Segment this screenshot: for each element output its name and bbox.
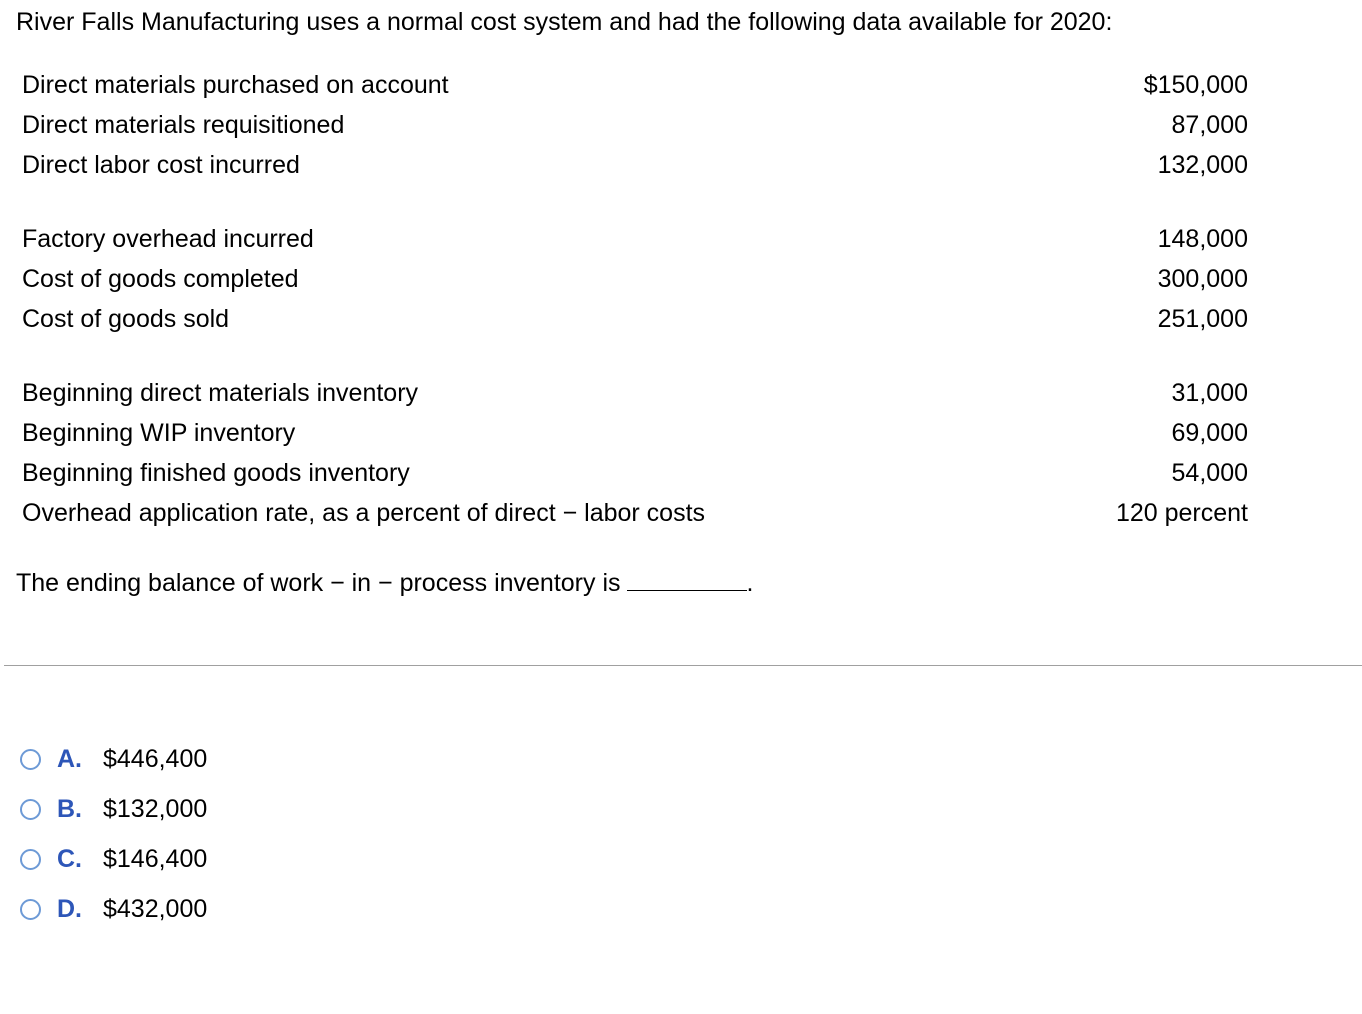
data-value: $150,000 <box>1143 70 1248 99</box>
data-value: 69,000 <box>1171 418 1248 447</box>
data-label: Beginning direct materials inventory <box>22 378 419 407</box>
data-row <box>22 105 1248 145</box>
data-row <box>22 373 1248 413</box>
data-group-inventory <box>22 373 1248 533</box>
answer-options <box>20 734 207 934</box>
radio-icon[interactable] <box>20 899 41 920</box>
option-letter: A. <box>57 744 82 773</box>
question-end: . <box>746 569 754 597</box>
data-label: Overhead application rate, as a percent of direct − labor costs <box>22 498 706 527</box>
data-row <box>22 299 1248 339</box>
option-value: $446,400 <box>103 744 208 773</box>
option-c[interactable] <box>20 834 207 884</box>
problem-intro: River Falls Manufacturing uses a normal cost system and had the following data available for 2020: <box>16 8 1113 36</box>
data-value: 132,000 <box>1157 150 1248 179</box>
question-prompt <box>16 567 753 599</box>
data-label: Cost of goods sold <box>22 304 230 333</box>
question-text: The ending balance of work − in − process inventory is <box>16 569 621 597</box>
data-label: Direct materials requisitioned <box>22 110 345 139</box>
data-row <box>22 145 1248 185</box>
data-row <box>22 259 1248 299</box>
data-value: 54,000 <box>1171 458 1248 487</box>
data-label: Beginning WIP inventory <box>22 418 296 447</box>
radio-icon[interactable] <box>20 799 41 820</box>
data-row <box>22 413 1248 453</box>
radio-icon[interactable] <box>20 849 41 870</box>
data-group-costs <box>22 65 1248 185</box>
data-label: Factory overhead incurred <box>22 224 314 253</box>
option-b[interactable] <box>20 784 207 834</box>
option-letter: B. <box>57 794 82 823</box>
data-row <box>22 65 1248 105</box>
data-value: 251,000 <box>1157 304 1248 333</box>
option-value: $146,400 <box>103 844 208 873</box>
data-label: Cost of goods completed <box>22 264 299 293</box>
option-a[interactable] <box>20 734 207 784</box>
radio-icon[interactable] <box>20 749 41 770</box>
data-label: Direct labor cost incurred <box>22 150 300 179</box>
answer-blank <box>627 570 747 591</box>
data-row <box>22 219 1248 259</box>
data-row <box>22 493 1248 533</box>
option-value: $432,000 <box>103 894 208 923</box>
data-value: 120 percent <box>1115 498 1248 527</box>
data-value: 148,000 <box>1157 224 1248 253</box>
data-row <box>22 453 1248 493</box>
data-value: 87,000 <box>1171 110 1248 139</box>
option-value: $132,000 <box>103 794 208 823</box>
option-letter: C. <box>57 844 82 873</box>
data-value: 31,000 <box>1171 378 1248 407</box>
data-label: Direct materials purchased on account <box>22 70 449 99</box>
divider <box>4 665 1362 666</box>
option-d[interactable] <box>20 884 207 934</box>
option-letter: D. <box>57 894 82 923</box>
data-group-overhead <box>22 219 1248 339</box>
data-value: 300,000 <box>1157 264 1248 293</box>
data-label: Beginning finished goods inventory <box>22 458 410 487</box>
